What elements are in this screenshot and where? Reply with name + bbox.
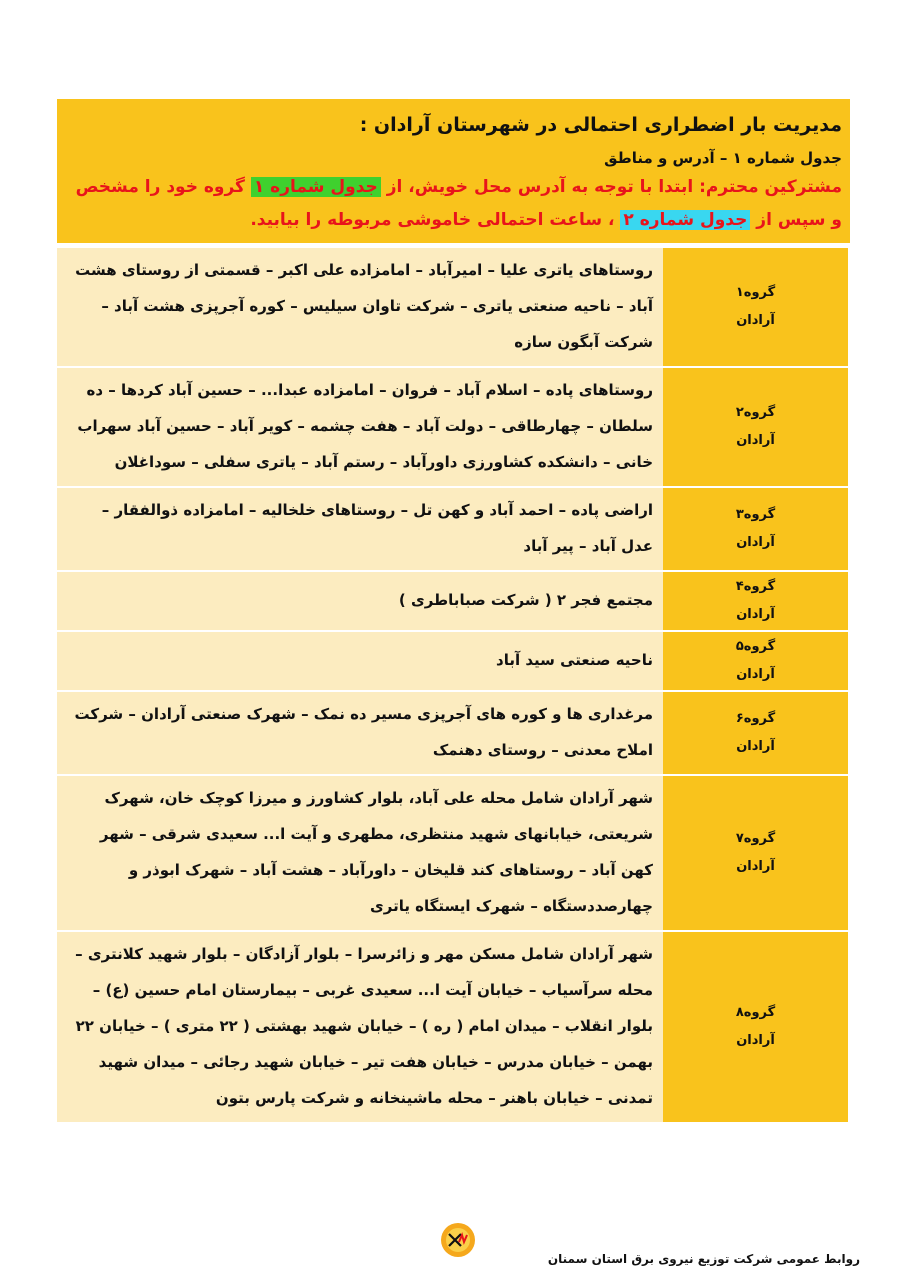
- areas-cell: روستاهای یاتری علیا – امیرآباد – امامزاده علی اکبر – قسمتی از روستای هشت آباد – ناحیه صنعتی یاتری – شرکت تاوان سیلیس – کوره آجرپزی هشت آباد – شرکت آبگون سازه: [57, 247, 663, 367]
- group-city: آرادان: [736, 433, 775, 448]
- group-name: گروه۴: [735, 579, 776, 594]
- group-city: آرادان: [736, 535, 775, 550]
- group-city: آرادان: [736, 667, 775, 682]
- footer: [540, 1222, 860, 1272]
- table-row: [57, 691, 849, 775]
- group-city: آرادان: [736, 313, 775, 328]
- group-name: گروه۸: [735, 1005, 776, 1020]
- group-cell: [663, 487, 849, 571]
- page-title: مدیریت بار اضطراری احتمالی در شهرستان آرادان :: [359, 114, 842, 136]
- table-row: [57, 631, 849, 691]
- group-name: گروه۲: [735, 405, 776, 420]
- group-city: آرادان: [736, 739, 775, 754]
- areas-cell: ناحیه صنعتی سید آباد: [57, 631, 663, 691]
- table-row: [57, 247, 849, 367]
- table-subtitle: جدول شماره ۱ – آدرس و مناطق: [604, 149, 842, 167]
- notice-text-2: گروه خود را مشخص و سپس از: [75, 177, 842, 230]
- group-name: گروه۱: [735, 285, 776, 300]
- table-row: [57, 775, 849, 931]
- areas-cell: شهر آرادان شامل مسکن مهر و زائرسرا – بلوار آزادگان – بلوار شهید کلانتری – محله سرآسیاب – خیابان آیت ا... سعیدی غربی – بیمارستان امام حسین (ع) – بلوار انقلاب – میدان امام ( ره ) – خیابان شهید بهشتی ( ۲۲ متری ) – خیابان ۲۲ بهمن – خیابان مدرس – خیابان هفت تیر – خیابان شهید رجائی – میدان شهید تمدنی – خیابان باهنر – محله ماشینخانه و شرکت پارس بتون: [57, 931, 663, 1122]
- group-city: آرادان: [736, 859, 775, 874]
- group-cell: [663, 247, 849, 367]
- table-row: [57, 571, 849, 631]
- group-cell: [663, 931, 849, 1122]
- notice-highlight-table2: جدول شماره ۲: [620, 210, 750, 230]
- group-cell: [663, 571, 849, 631]
- group-cell: [663, 367, 849, 487]
- group-name: گروه۶: [735, 711, 776, 726]
- notice-highlight-table1: جدول شماره ۱: [251, 177, 381, 197]
- group-city: آرادان: [736, 1033, 775, 1048]
- group-name: گروه۷: [735, 831, 776, 846]
- table-row: [57, 367, 849, 487]
- table-header: [57, 99, 850, 243]
- areas-cell: مجتمع فجر ۲ ( شرکت صباباطری ): [57, 571, 663, 631]
- table-row: [57, 487, 849, 571]
- areas-cell: اراضی پاده – احمد آباد و کهن تل – روستاهای خلخالیه – امامزاده ذوالفقار – عدل آباد – پیر آباد: [57, 487, 663, 571]
- group-city: آرادان: [736, 607, 775, 622]
- table-row: [57, 931, 849, 1122]
- customer-notice: [65, 171, 842, 237]
- areas-cell: شهر آرادان شامل محله علی آباد، بلوار کشاورز و میرزا کوچک خان، شهرک شریعتی، خیابانهای شهید منتظری، مطهری و آیت ا... سعیدی شرقی – شهر کهن آباد – روستاهای کند قلیخان – داورآباد – هشت آباد – شهرک ابوذر و چهارصددستگاه – شهرک ایستگاه یاتری: [57, 775, 663, 931]
- outage-table-sheet: [57, 99, 850, 1122]
- electric-company-logo-icon: [440, 1222, 476, 1258]
- notice-text-3: ، ساعت احتمالی خاموشی مربوطه را بیابید.: [250, 210, 615, 230]
- group-cell: [663, 631, 849, 691]
- areas-cell: مرغداری ها و کوره های آجرپزی مسیر ده نمک – شهرک صنعتی آرادان – شرکت املاح معدنی – روستای دهنمک: [57, 691, 663, 775]
- footer-credit: روابط عمومی شرکت توزیع نیروی برق استان سمنان: [547, 1252, 860, 1266]
- group-cell: [663, 691, 849, 775]
- group-name: گروه۳: [735, 507, 776, 522]
- group-cell: [663, 775, 849, 931]
- notice-text-1: مشترکین محترم: ابتدا با توجه به آدرس محل خویش، از: [386, 177, 842, 197]
- group-name: گروه۵: [735, 639, 776, 654]
- groups-table: [57, 246, 850, 1122]
- areas-cell: روستاهای پاده – اسلام آباد – فروان – امامزاده عبدا... – حسین آباد کردها – ده سلطان – چهارطاقی – دولت آباد – هفت چشمه – کویر آباد – حسین آباد سهراب خانی – دانشکده کشاورزی داورآباد – رستم آباد – یاتری سفلی – سوداغلان: [57, 367, 663, 487]
